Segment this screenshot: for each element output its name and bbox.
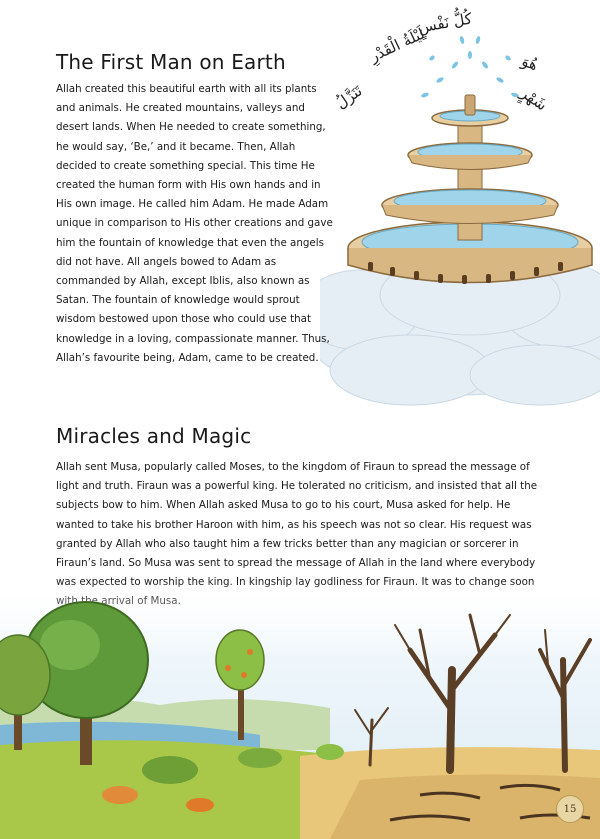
fountain-basin-middle — [382, 189, 558, 224]
calligraphy-2: لَيْلَةُ الْقَدْرِ — [366, 24, 428, 66]
section-title-first-man: The First Man on Earth — [56, 50, 286, 74]
page-number: 15 — [563, 803, 577, 815]
water-droplets — [421, 36, 520, 99]
landscape-illustration — [0, 520, 600, 839]
calligraphy-5: هُوَ — [519, 51, 541, 75]
fountain-illustration — [320, 10, 600, 410]
section-title-miracles: Miracles and Magic — [56, 424, 252, 448]
fountain-basin-top — [432, 95, 508, 126]
section-body-miracles: Allah sent Musa, popularly called Moses, to the kingdom of Firaun to spread the message of light and truth. Firaun was a powerful king. He tolerated no criticism, and insisted that all the subjects bow to him. When Allah asked Musa to go to his court, Musa asked for help. He wanted to take his brother Haroon with him, as his speech was not so clear. His request was granted by Allah who also taught him a few tricks better than any magician or sorcerer in Firaun’s land. So Musa was sent to spread the message of Allah in the land where everybody — [56, 461, 538, 570]
page-number-badge — [556, 795, 584, 823]
calligraphy-1: كُلُّ نَفْسٍ — [416, 9, 474, 37]
calligraphy-3: تَنَزَّلُ — [332, 81, 366, 113]
calligraphy-4: شَهْرٍ — [517, 83, 551, 115]
section-body-first-man: Allah created this beautiful earth with all its plants and animals. He created mountains, valleys and desert lands. When He needed to create something, he would say, ‘Be,’ and it became. Then, Allah decided to create something special. This time He created the human form with His own hands and in His own image. He called him Adam. He made Adam unique in comparison to His other creations and gave him the fountain of knowledge that even the angels did not have. All angels bowed to Adam as commanded by Allah, except Iblis, also known as Satan. The fountain of knowledge would sprout wisdom bestowed upon those who could use that knowledge in a loving, compassionate manner. Thus, Allah’s favourite being, Adam, came to be created. — [56, 83, 333, 364]
fountain-basin-upper — [408, 143, 532, 170]
